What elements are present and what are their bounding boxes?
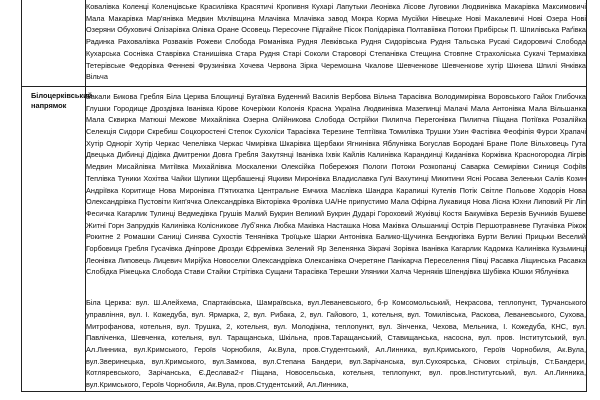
shutdown-schedule-table xyxy=(21,0,587,392)
settlements-cell xyxy=(86,86,587,391)
settlements-cell xyxy=(86,0,587,86)
table-row xyxy=(22,86,587,391)
direction-label: Білоцерківський напрямок xyxy=(31,90,93,110)
direction-cell xyxy=(22,86,93,391)
direction-cell-empty xyxy=(22,0,86,86)
table-row xyxy=(22,0,587,86)
bila-tserkva-settlements: Бакали Бикова Гребля Біла Церква Блощинці Бугаївка Буденний Василів Вербова Вільна Тарасівка Володимирівка Воровського Гайок Глибочка Глушки Городище Дроздівка Іванівка Кірове Кочеріжки Колонія Красна Україна Людвинівка Мазепинці Малачі Мала Антонівка Мала Вільшанка Мала Сквирка Матюші Межове Михайлівка Озерна Олійникова Слобода Острійки Пилипча Перегонівка Пилипча Піщана Потіївка Розалійка Селекція Сидори Скребиш Соцкоростені Степок Сухоліси Тарасівка Терезине Тептіївка Томилівка Трушки Узин Фастівка Феофіпія Фурси Храпачі Хутір Одноріг Хутір Черкас Чепелівка Черкас Чмирівка Шкарівка Щербаки Ягнинівка Яблунівка Богуслав Бородані Бране Поле Вільховець Гута Двецька Дибинці Дідівка Дмитренки Довга Гребля Закутянці Іванівка Іхвік Кайлів Калинівка Карандинці Киданівка Коржівка Красногородка Лігрів Медвин Мисайлівка Митіївка Михайлівка Москаленки Олексійка Побережжя Пологи Потоки Розкопанці Саварка Семирівки Синиця Софіїв Теплівка Туники Хохітва Чайки Шупики Щербашенці Яцкиви Миронівка Владиславка Гулі Вахутинці Микитини Ясні Росава Зеленьки Салів Козин Андріївка Коритище Нова Миронівка П'ятихатка Центральне Емчиха Маслівка Шандра Карапиші Кутелів Потік Світле Польове Ходорів Нова Олександрівка Пустовіти Кип'ячка Олександрівка Вікторівка Фролівка UA/Не припустимо Мала Офірна Лукавиця Нова Лісна Юхни Липовий Ріг Ліп Фесичка Кагарлик Тулинці Ведмедівка Грушів Малий Букрин Великий Букрин Дударі Гороховий Жуківці Костя Бакумівка Березів Бучників Бушеве Житні Горн Запрудків Калинівка Колісникове Лубʼянка Любка Маківка Насташка Нова Маківка Ольшаниці Острів Першотравневе Пугачівка Ріжок Рокитне 2 Ромашки Саниці Синява Сухостів Тенянівка Троїцьке Шарки Антонівка Балико-Щучинка Бендюгівка Бурти Великі Прицьки Веселий Горбовиця Гребля Гусачівка Дніпрове Дрозди Єфремівка Зелений Яр Зеленянка Зікрачі Зорівка Іванівка Кагарлик Кадомка Калинівка Кузьминці Леонівка Липовець Лицевич Миріўка Новоселки Олександрівка Олексанівка Очеретяне Панікарча Переселення Півці Расавка Ліщинська Расавка Слобідка Ріжецька Слобода Стави Стайки Стрітівка Сущани Тарасівка Терешки Уляники Халча Черняків Шпендівка Шубівка Юшки Яблунівка xyxy=(86,91,586,277)
previous-section-settlements: Ковалівка Коленці Коленцівське Красилівка Красятичі Кропивня Кухарі Лапутьки Леонівка Лісове Луговики Людвинівка Макарівка Максимовичі Мала Макарівка Мар'янівка Медвин Мхлівщина Млачівка Млачівка завод Мокра Корма Мусійки Нівецьке Нові Макалевичі Нові Озера Нові Озеряни Обуховичі Олізарівка Олівка Оране Осовець Пересочне Підгайне Пісок Полідарівка Полтавіівка Потоки Прибірськ П. Шпилівська Раґівка Радинка Раховалівка Розважів Рожеви Слобода Романівка Рудня Левківська Рудня Сидорівська Рудня Тальська Русакі Сидоровичі Слобода Кухарська Соснівка Ставрівка Станишівка Стара Рудня Старі Соколи Староворі Степанівка Стещина Стовпне Страхоліська Сукачі Термахівка Тетерівське Федорівка Фенневі Фрузинівка Хочева Червона Зірка Черемошна Чкалове Шевченкове Шевченкове хутір Шкнева Шпилі Янківка Вільча xyxy=(86,2,586,82)
bila-tserkva-streets: Біла Церква: вул. Ш.Алейхема, Спартаківська, Шамраївська, вул.Леваневського, б-р Комсомольський, Некрасова, теплопункт, Турчанського управління, вул. І. Кожедуба, вул. Ярмарка, 2, вул. Рибака, 2, вул. Гайового, 1, котельня, вул. Томилівська, Раскова, Леваневського, Сухова, Митрофанова, котельня, вул. Трушка, 2, котельня, вул. Молодіжна, теплопункт, вул. Зінченка, Чехова, Мельника, І. Кожедуба, КНС, вул. Павліченка, Шевченка, котельня, вул. Таращанська, Шкільна, пров.Таращанський, Ставищанська, насосна, вул. пров. Інститутський, вул. Ал.Линника, вул.Кримського, Героїв Чорнобиля, Ак.Вула, пров.Студентський, Ал.Линника, вул.Кримського, Героїв Чорнобиля, Ак.Вула, вул.Зверинецька, вул.Кримського, вул.Замкова, вул.Степана Бандери, вул.Зарічанська, вул.Сухоярська, Січових стрільців, Ст.Бандери, Котляревського, Зарічанська, Є.Деслава2-г Піщана, Новосельська, котельня, теплопункт, вул. пров.Інститутський, вул. Ал.Линника, вул.Кримського, Героїв Чорнобиля, Ак.Вула, пров.Студентський, Ал.Линника, xyxy=(86,298,586,390)
